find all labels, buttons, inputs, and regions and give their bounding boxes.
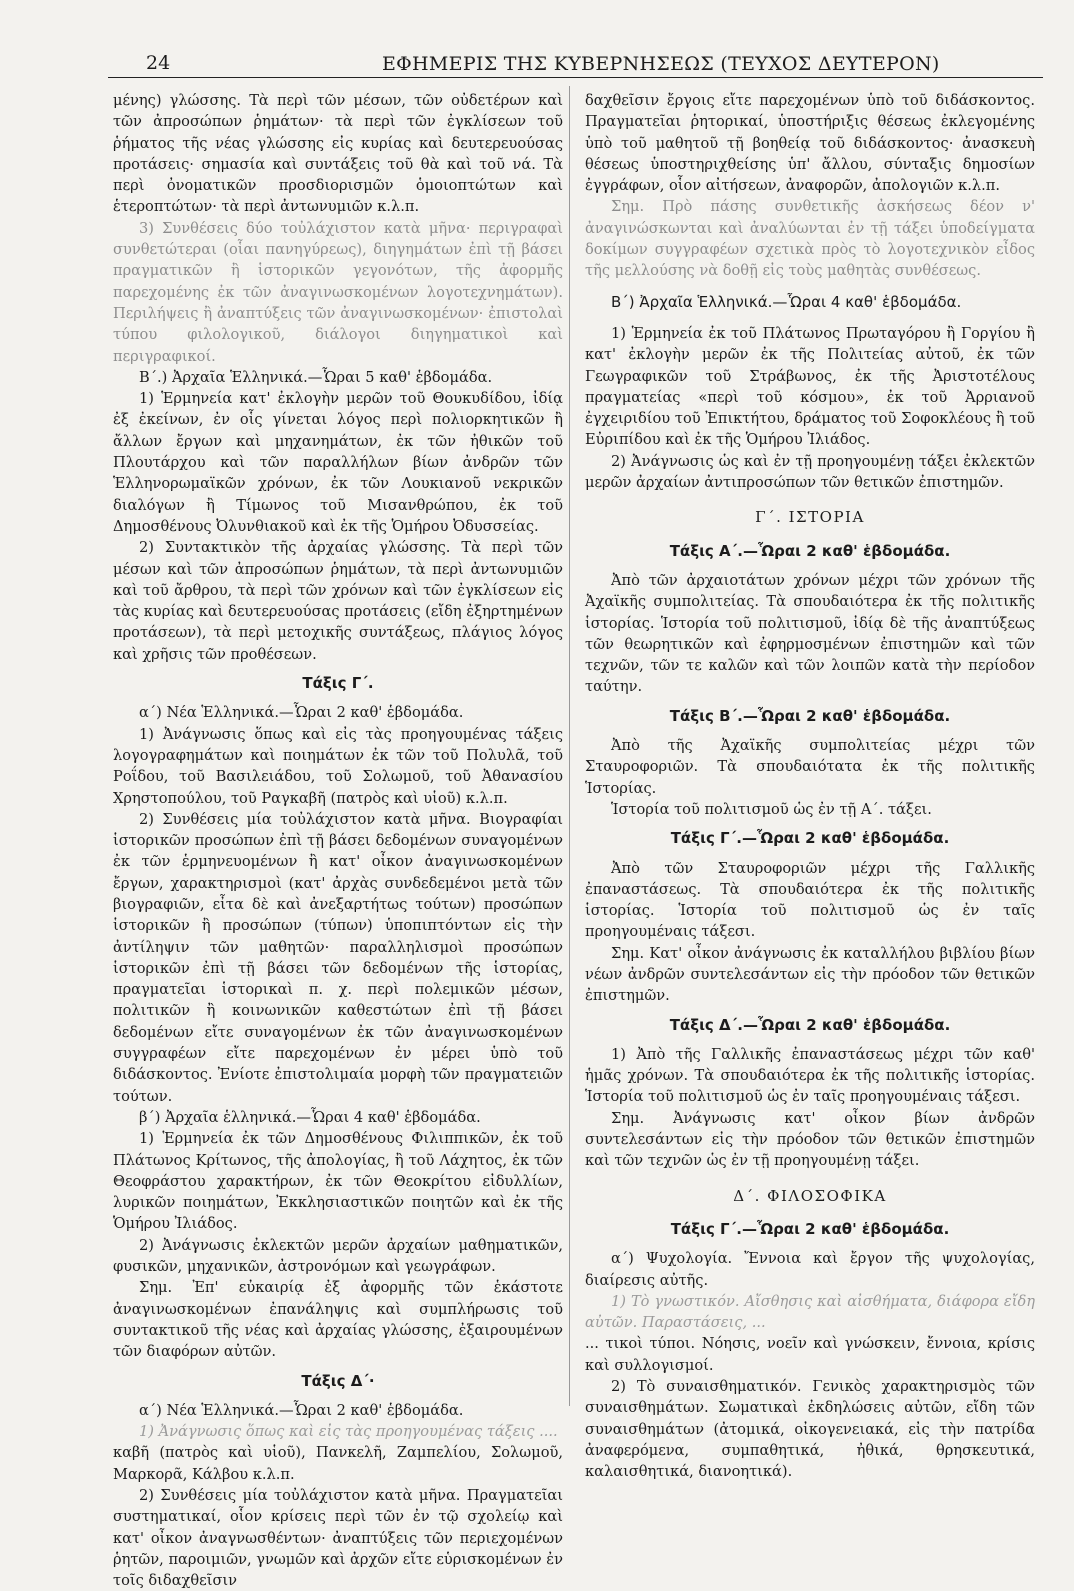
paragraph: καβῆ (πατρὸς καὶ υἱοῦ), Πανκελῆ, Ζαμπελίου, Σολωμοῦ, Μαρκορᾶ, Κάλβου κ.λ.π. [113,1444,563,1483]
header-rule [108,77,1043,78]
subheading: β΄) Ἀρχαῖα ἑλληνικά.—Ὧραι 4 καθ' ἑβδομάδα. [139,1108,481,1126]
section-heading: Τάξις Δ΄.—Ὧραι 2 καθ' ἑβδομάδα. [669,1015,951,1034]
right-column [585,90,1035,1483]
paragraph: 2) Συνθέσεις μία τοὐλάχιστον κατὰ μῆνα. Βιογραφίαι ἱστορικῶν προσώπων ἐπὶ τῇ βάσει δεδομένων συναγομένων ἐκ τῶν ἑρμηνευομένων ἢ κατ' οἶκον ἀναγινωσκομένων ἔργων, χαρακτηρισμοὶ (κατ' ἀρχὰς συνδεδεμένοι μετὰ τῶν βιογραφιῶν, εἶτα δὲ καὶ ἀνεξαρτήτως τούτων) προσώπων ἱστορικῶν ἢ προσώπων (τύπων) ὑποπιπτόντων εἰς τὴν ἀντίληψιν τῶν μαθητῶν· παραλληλισμοὶ προσώπων ἱστορικῶν ἐπὶ τῇ βάσει τῶν δεδομένων τῆς ἱστορίας, πραγματεῖαι ἱστορικαὶ π. χ. περὶ πολεμικῶν μέσων, πολιτικῶν ἢ κοινωνικῶν καθεστώτων ἐπὶ τῇ βάσει δεδομένων εἴτε συναγομένων ἐκ τῶν ἀναγινωσκομένων συγγραφέων εἴτε παρεχομένων ἐν μέρει ὑπὸ τοῦ διδάσκοντος. Ἐνίοτε ἐπιστολιμαία μορφὴ τῶν πραγματειῶν τούτων. [113,810,563,1105]
paragraph: 1) Ἀνάγνωσις ὅπως καὶ εἰς τὰς προηγουμένας τάξεις .... [139,1423,558,1441]
subheading: Β΄) Ἀρχαῖα Ἑλληνικά.—Ὧραι 4 καθ' ἑβδομάδα. [611,292,962,311]
left-column [113,90,563,1591]
paragraph: δαχθεῖσιν ἔργοις εἴτε παρεχομένων ὑπὸ τοῦ διδάσκοντος. Πραγματεῖαι ῥητορικαί, ὑποστήριξις θέσεως ἐκλεγομένης ὑπὸ τοῦ μαθητοῦ τῇ βοηθείᾳ τοῦ διδάσκοντος· ἀνασκευὴ θέσεως ὑποστηριχθείσης ὑπ' ἄλλου, σύνταξις δημοσίων ἐγγράφων, οἷον αἰτήσεων, ἀναφορῶν, ἀπολογιῶν κ.λ.π. [585,92,1035,195]
subheading: α΄) Νέα Ἑλληνικά.—Ὧραι 2 καθ' ἑβδομάδα. [139,1401,464,1419]
paragraph: 2) Τὸ συναισθηματικόν. Γενικὸς χαρακτηρισμὸς τῶν συναισθημάτων. Σωματικαὶ ἐκδηλώσεις αὐτῶν, εἴδη τῶν συναισθημάτων (ἀτομικά, οἰκογενειακά, εἰς τὴν πατρίδα ἀναφερόμενα, συμπαθητικά, ἠθικά, θρησκευτικά, καλαισθητικά, διανοητικά). [585,1378,1035,1481]
section-heading: Τάξις Β΄.—Ὧραι 2 καθ' ἑβδομάδα. [669,706,951,725]
subheading: Β΄.) Ἀρχαῖα Ἑλληνικά.—Ὧραι 5 καθ' ἑβδομάδα. [139,368,493,386]
paragraph: 2) Συντακτικὸν τῆς ἀρχαίας γλώσσης. Τὰ περὶ τῶν μέσων καὶ τῶν ἀπροσώπων ῥημάτων, τὰ περὶ ἀντωνυμιῶν καὶ τοῦ ἄρθρου, τὰ περὶ τῶν χρόνων καὶ τῶν ἐγκλίσεων εἰς τὰς κυρίας καὶ δευτερευούσας προτάσεις (εἴδη ἐξηρτημένων προτάσεων), τὰ περὶ μετοχικῆς συντάξεως, πλάγιος λόγος καὶ χρῆσις τῶν προθέσεων. [113,539,563,663]
paragraph: ... τικοὶ τύποι. Νόησις, νοεῖν καὶ γνώσκειν, ἔννοια, κρίσις καὶ συλλογισμοί. [585,1335,1035,1374]
paragraph: 1) Ἑρμηνεία ἐκ τοῦ Πλάτωνος Πρωταγόρου ἢ Γοργίου ἢ κατ' ἐκλογὴν μερῶν ἐκ τῆς Πολιτείας αὐτοῦ, ἐκ τῶν Γεωγραφικῶν τοῦ Στράβωνος, ἐκ τῆς Ἀριστοτέλους πραγματείας «περὶ τοῦ κόσμου», ἐκ τοῦ Ἀρριανοῦ ἐγχειριδίου τοῦ Ἐπικτήτου, δράματος τοῦ Σοφοκλέους ἢ τοῦ Εὐριπίδου καὶ ἐκ τῆς Ὁμήρου Ἰλιάδος. [585,324,1035,449]
paragraph: 1) Ἀπὸ τῆς Γαλλικῆς ἐπαναστάσεως μέχρι τῶν καθ' ἡμᾶς χρόνων. Τὰ σπουδαιότερα ἐκ τῆς πολιτικῆς ἱστορίας. Ἱστορία τοῦ πολιτισμοῦ ὡς ἐν ταῖς προηγουμέναις τάξεσι. [585,1045,1035,1106]
paragraph: 2) Ἀνάγνωσις ὡς καὶ ἐν τῇ προηγουμένῃ τάξει ἐκλεκτῶν μερῶν ἀρχαίων ἀντιπροσώπων τῶν θετικῶν ἐπιστημῶν. [585,452,1035,492]
section-heading: Τάξις Γ΄.—Ὧραι 2 καθ' ἑβδομάδα. [670,1219,950,1238]
paragraph: 2) Συνθέσεις μία τοὐλάχιστον κατὰ μῆνα. Πραγματεῖαι συστηματικαί, οἷον κρίσεις περὶ τῶν ἐν τῷ σχολείῳ καὶ κατ' οἶκον ἀναγνωσθέντων· ἀναπτύξεις τῶν περιεχομένων ῥητῶν, παροιμιῶν, γνωμῶν καὶ ἀρχῶν εἴτε εὑρισκομένων ἐν τοῖς διδαχθεῖσιν [113,1487,563,1590]
note: Σημ. Ἀνάγνωσις κατ' οἶκον βίων ἀνδρῶν συντελεσάντων εἰς τὴν πρόοδον τῶν θετικῶν ἐπιστημῶν καὶ τῶν τεχνῶν ὡς ἐν τῇ προηγουμένῃ τάξει. [585,1109,1035,1170]
page-header [108,52,1043,78]
note: Σημ. Πρὸ πάσης συνθετικῆς ἀσκήσεως δέον ν' ἀναγινώσκωνται καὶ ἀναλύωνται ἐν τῇ τάξει ὑποδείγματα δοκίμων συγγραφέων σχετικὰ πρὸς τὸ λογοτεχνικὸν εἶδος τῆς μελλούσης νὰ δοθῇ εἰς τοὺς μαθητὰς συνθέσεως. [585,198,1035,280]
paragraph: Ἀπὸ τῶν Σταυροφοριῶν μέχρι τῆς Γαλλικῆς ἐπαναστάσεως. Τὰ σπουδαιότερα ἐκ τῆς πολιτικῆς ἱστορίας. Ἱστορία τοῦ πολιτισμοῦ ὡς ἐν ταῖς προηγουμέναις τάξεσι. [585,859,1035,941]
paragraph: α΄) Ψυχολογία. Ἔννοια καὶ ἔργον τῆς ψυχολογίας, διαίρεσις αὐτῆς. [585,1250,1035,1289]
section-title: Δ΄. ΦΙΛΟΣΟΦΙΚΑ [733,1186,887,1205]
page-number: 24 [146,52,171,74]
paragraph: Ἀπὸ τῆς Ἀχαϊκῆς συμπολιτείας μέχρι τῶν Σταυροφοριῶν. Τὰ σπουδαιότατα ἐκ τῆς πολιτικῆς Ἱστορίας. [585,737,1035,797]
paragraph: 1) Ἑρμηνεία κατ' ἐκλογὴν μερῶν τοῦ Θουκυδίδου, ἰδίᾳ ἐξ ἐκείνων, ἐν οἷς γίνεται λόγος περὶ πολιορκητικῶν ἢ ἄλλων ἔργων καὶ μηχανημάτων, ἐκ τῶν ἠθικῶν τοῦ Πλουτάρχου καὶ τῶν παραλλήλων βίων ἀνδρῶν τῶν Ἑλληνορωμαϊκῶν χρόνων, ἐκ τῶν Λουκιανοῦ νεκρικῶν διαλόγων ἢ Τίμωνος τοῦ Μισανθρώπου, ἐκ τοῦ Δημοσθένους Ὀλυνθιακοῦ καὶ ἐκ τῆς Ὁμήρου Ὀδυσσείας. [113,390,563,535]
paragraph: 1) Ἑρμηνεία ἐκ τῶν Δημοσθένους Φιλιππικῶν, ἐκ τοῦ Πλάτωνος Κρίτωνος, τῆς ἀπολογίας, ἢ τοῦ Λάχητος, ἐκ τῶν Θεοφράστου χαρακτήρων, ἐκ τῶν Θεοκρίτου εἰδυλλίων, λυρικῶν ποιημάτων, Ἐκκλησιαστικῶν ποιητῶν καὶ ἐκ τῆς Ὁμήρου Ἰλιάδος. [113,1130,563,1233]
paragraph: 3) Συνθέσεις δύο τοὐλάχιστον κατὰ μῆνα· περιγραφαὶ συνθετώτεραι (οἷαι πανηγύρεως), διηγημάτων ἐπὶ τῇ βάσει πραγματικῶν ἢ ἱστορικῶν γεγονότων, τῆς ἀφορμῆς παρεχομένης ἐκ τῶν ἀναγινωσκομένων λογοτεχνημάτων). Περιλήψεις ἢ ἀναπτύξεις τῶν ἀναγινωσκομένων· ἐπιστολαὶ τύπου φιλολογικοῦ, διάλογοι διηγηματικοὶ καὶ περιγραφικοί. [113,219,563,365]
paragraph: μένης) γλώσσης. Τὰ περὶ τῶν μέσων, τῶν οὐδετέρων καὶ τῶν ἀπροσώπων ῥημάτων· τὰ περὶ τῶν ἐγκλίσεων τοῦ ῥήματος τῆς νέας γλώσσης εἰς κυρίας καὶ δευτερευούσας προτάσεις· σημασία καὶ συντάξεις τοῦ θὰ καὶ τοῦ νά. Τὰ περὶ ὀνοματικῶν προσδιορισμῶν ὁμοιοπτώτων καὶ ἑτεροπτώτων· τὰ περὶ ἀντωνυμιῶν κ.λ.π. [113,92,563,216]
running-head: ΕΦΗΜΕΡΙΣ ΤΗΣ ΚΥΒΕΡΝΗΣΕΩΣ (ΤΕΥΧΟΣ ΔΕΥΤΕΡΟΝ) [382,53,940,75]
paragraph: 2) Ἀνάγνωσις ἐκλεκτῶν μερῶν ἀρχαίων μαθηματικῶν, φυσικῶν, μηχανικῶν, ἀστρονόμων καὶ γεωγράφων. [113,1236,563,1276]
subheading: α΄) Νέα Ἑλληνικά.—Ὧραι 2 καθ' ἑβδομάδα. [139,704,464,722]
section-heading: Τάξις Α΄.—Ὧραι 2 καθ' ἑβδομάδα. [669,541,951,560]
column-divider [569,86,570,1406]
paragraph: Ἱστορία τοῦ πολιτισμοῦ ὡς ἐν τῇ Α΄. τάξει. [611,800,932,818]
section-heading: Τάξις Δ΄· [301,1371,375,1390]
section-heading: Τάξις Γ΄.—Ὧραι 2 καθ' ἑβδομάδα. [670,829,950,848]
note: Σημ. Κατ' οἶκον ἀνάγνωσις ἐκ καταλλήλου βιβλίου βίων νέων ἀνδρῶν συντελεσάντων εἰς τὴν πρόοδον τῶν θετικῶν ἐπιστημῶν. [585,944,1035,1005]
paragraph: Ἀπὸ τῶν ἀρχαιοτάτων χρόνων μέχρι τῶν χρόνων τῆς Ἀχαϊκῆς συμπολιτείας. Τὰ σπουδαιότερα ἐκ τῆς πολιτικῆς ἱστορίας. Ἱστορία τοῦ πολιτισμοῦ, ἰδίᾳ δὲ τῆς ἀναπτύξεως τῶν θεωρητικῶν καὶ ἐφηρμοσμένων ἐπιστημῶν καὶ τῶν τεχνῶν, τῶν τε καλῶν καὶ τῶν λοιπῶν κατὰ τὴν περίοδον ταύτην. [585,571,1035,696]
paragraph: 1) Ἀνάγνωσις ὅπως καὶ εἰς τὰς προηγουμένας τάξεις λογογραφημάτων καὶ ποιημάτων ἐκ τῶν τοῦ Πολυλᾶ, τοῦ Ροΐδου, τοῦ Βασιλειάδου, τοῦ Σολωμοῦ, τοῦ Ἀθανασίου Χρηστοπούλου, τοῦ Ραγκαβῆ (πατρὸς καὶ υἱοῦ) κ.λ.π. [113,725,563,807]
note: Σημ. Ἐπ' εὐκαιρίᾳ ἐξ ἀφορμῆς τῶν ἑκάστοτε ἀναγινωσκομένων ἐπανάληψις καὶ συμπλήρωσις τοῦ συντακτικοῦ τῆς νέας καὶ ἀρχαίας γλώσσης, ἐξαιρουμένων τῶν διαφόρων αὐτῶν. [113,1279,563,1361]
section-heading: Τάξις Γ΄. [302,674,374,693]
section-title: Γ΄. ΙΣΤΟΡΙΑ [755,508,865,527]
paragraph: 1) Τὸ γνωστικόν. Αἴσθησις καὶ αἰσθήματα, διάφορα εἴδη αὐτῶν. Παραστάσεις, ... [585,1292,1035,1332]
